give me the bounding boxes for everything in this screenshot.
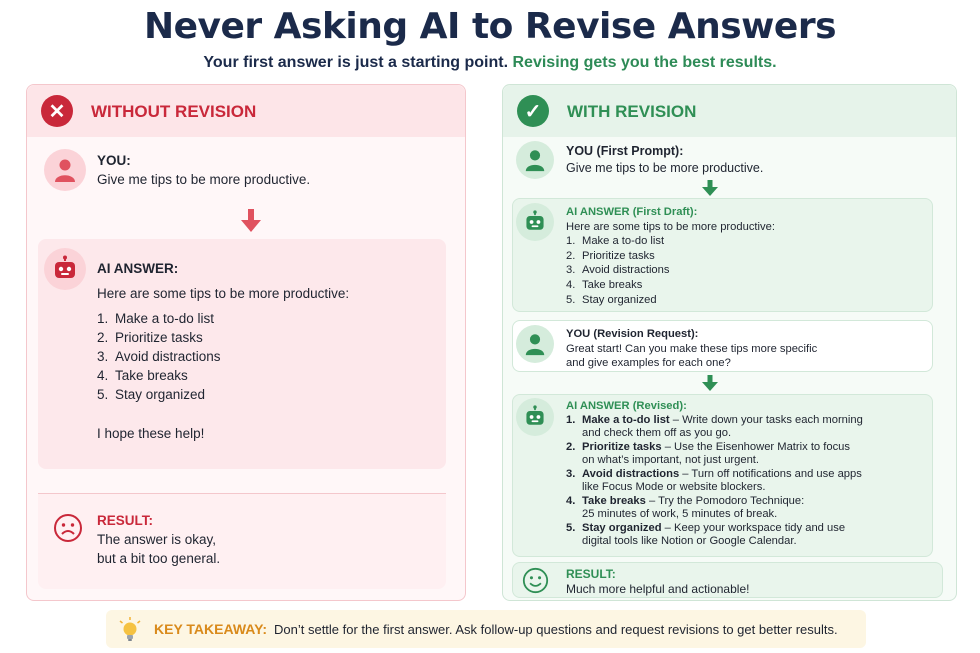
key-takeaway-text: Don’t settle for the first answer. Ask follow-up questions and request revisions to get better results. — [274, 622, 838, 637]
left-ai-label: AI ANSWER: — [97, 261, 179, 276]
without-revision-title: WITHOUT REVISION — [91, 102, 257, 121]
sad-face-icon — [53, 513, 83, 543]
key-takeaway-label: KEY TAKEAWAY: — [154, 621, 268, 637]
robot-icon — [44, 248, 86, 290]
revision-request-label: YOU (Revision Request): — [566, 328, 699, 340]
happy-face-icon — [522, 567, 549, 594]
left-user-text: Give me tips to be more productive. — [97, 172, 311, 187]
right-result — [566, 567, 749, 597]
left-result — [97, 511, 220, 568]
with-revision-panel — [502, 84, 957, 601]
right-result-text: Much more helpful and actionable! — [566, 582, 750, 596]
left-user-message — [97, 151, 310, 189]
list-item: 4. Take breaks — [566, 278, 643, 291]
left-ai-intro: Here are some tips to be more productive: — [97, 286, 350, 301]
down-arrow-icon — [702, 375, 718, 392]
list-item: 2. Prioritize tasks – Use the Eisenhower Matrix to focus on what’s important, not just urgent. — [566, 440, 851, 466]
list-item: 1. Make a to-do list – Write down your tasks each morning and check them off as you go. — [566, 413, 863, 439]
left-result-label: RESULT: — [97, 513, 153, 528]
key-takeaway-banner — [106, 610, 866, 648]
page-subtitle — [0, 54, 980, 72]
robot-icon — [516, 203, 554, 241]
with-revision-header — [503, 85, 956, 137]
x-icon: ✕ — [41, 95, 73, 127]
subtitle-part1: Your first answer is just a starting point. — [203, 54, 509, 71]
left-ai-list — [97, 309, 427, 404]
first-prompt-label: YOU (First Prompt): — [566, 144, 684, 158]
first-draft-list — [566, 234, 775, 307]
without-revision-panel — [26, 84, 466, 601]
list-item: 2. Prioritize tasks — [566, 249, 655, 262]
revision-request-line2: and give examples for each one? — [566, 357, 731, 370]
right-result-label: RESULT: — [566, 567, 616, 581]
list-item: 3. Avoid distractions — [566, 264, 670, 277]
left-ai-answer — [97, 259, 427, 443]
check-icon: ✓ — [517, 95, 549, 127]
revised-answer — [566, 400, 926, 549]
first-prompt — [566, 143, 763, 177]
without-revision-header — [27, 85, 465, 137]
list-item: 1. Make a to-do list — [97, 311, 215, 326]
revision-request — [566, 327, 817, 371]
down-arrow-icon — [240, 209, 262, 233]
left-ai-outro: I hope these help! — [97, 426, 205, 441]
list-item: 1. Make a to-do list — [566, 235, 665, 248]
list-item: 2. Prioritize tasks — [97, 330, 203, 345]
list-item: 4. Take breaks – Try the Pomodoro Technique: 25 minutes of work, 5 minutes of break. — [566, 494, 805, 520]
list-item: 4. Take breaks — [97, 368, 188, 383]
list-item: 3. Avoid distractions — [97, 349, 221, 364]
first-draft — [566, 205, 775, 307]
first-draft-label: AI ANSWER (First Draft): — [566, 206, 698, 218]
revision-request-line1: Great start! Can you make these tips more specific — [566, 342, 818, 355]
left-result-line1: The answer is okay, — [97, 532, 217, 547]
revised-label: AI ANSWER (Revised): — [566, 400, 687, 412]
with-revision-title: WITH REVISION — [567, 102, 697, 121]
lightbulb-icon — [118, 617, 142, 643]
revised-list — [566, 414, 926, 549]
user-avatar-icon — [516, 325, 554, 363]
list-item: 5. Stay organized – Keep your workspace tidy and use digital tools like Notion or Google Calendar. — [566, 521, 846, 547]
subtitle-part2: Revising gets you the best results. — [512, 54, 777, 71]
left-user-label: YOU: — [97, 153, 131, 168]
user-avatar-icon — [516, 141, 554, 179]
list-item: 5. Stay organized — [97, 387, 206, 402]
user-avatar-icon — [44, 149, 86, 191]
robot-icon — [516, 398, 554, 436]
down-arrow-icon — [702, 180, 718, 197]
list-item: 3. Avoid distractions – Turn off notifications and use apps like Focus Mode or website blockers. — [566, 467, 862, 493]
list-item: 5. Stay organized — [566, 293, 657, 306]
page-title: Never Asking AI to Revise Answers — [143, 6, 837, 47]
first-prompt-text: Give me tips to be more productive. — [566, 161, 764, 175]
first-draft-intro: Here are some tips to be more productive: — [566, 220, 775, 233]
left-result-line2: but a bit too general. — [97, 551, 221, 566]
